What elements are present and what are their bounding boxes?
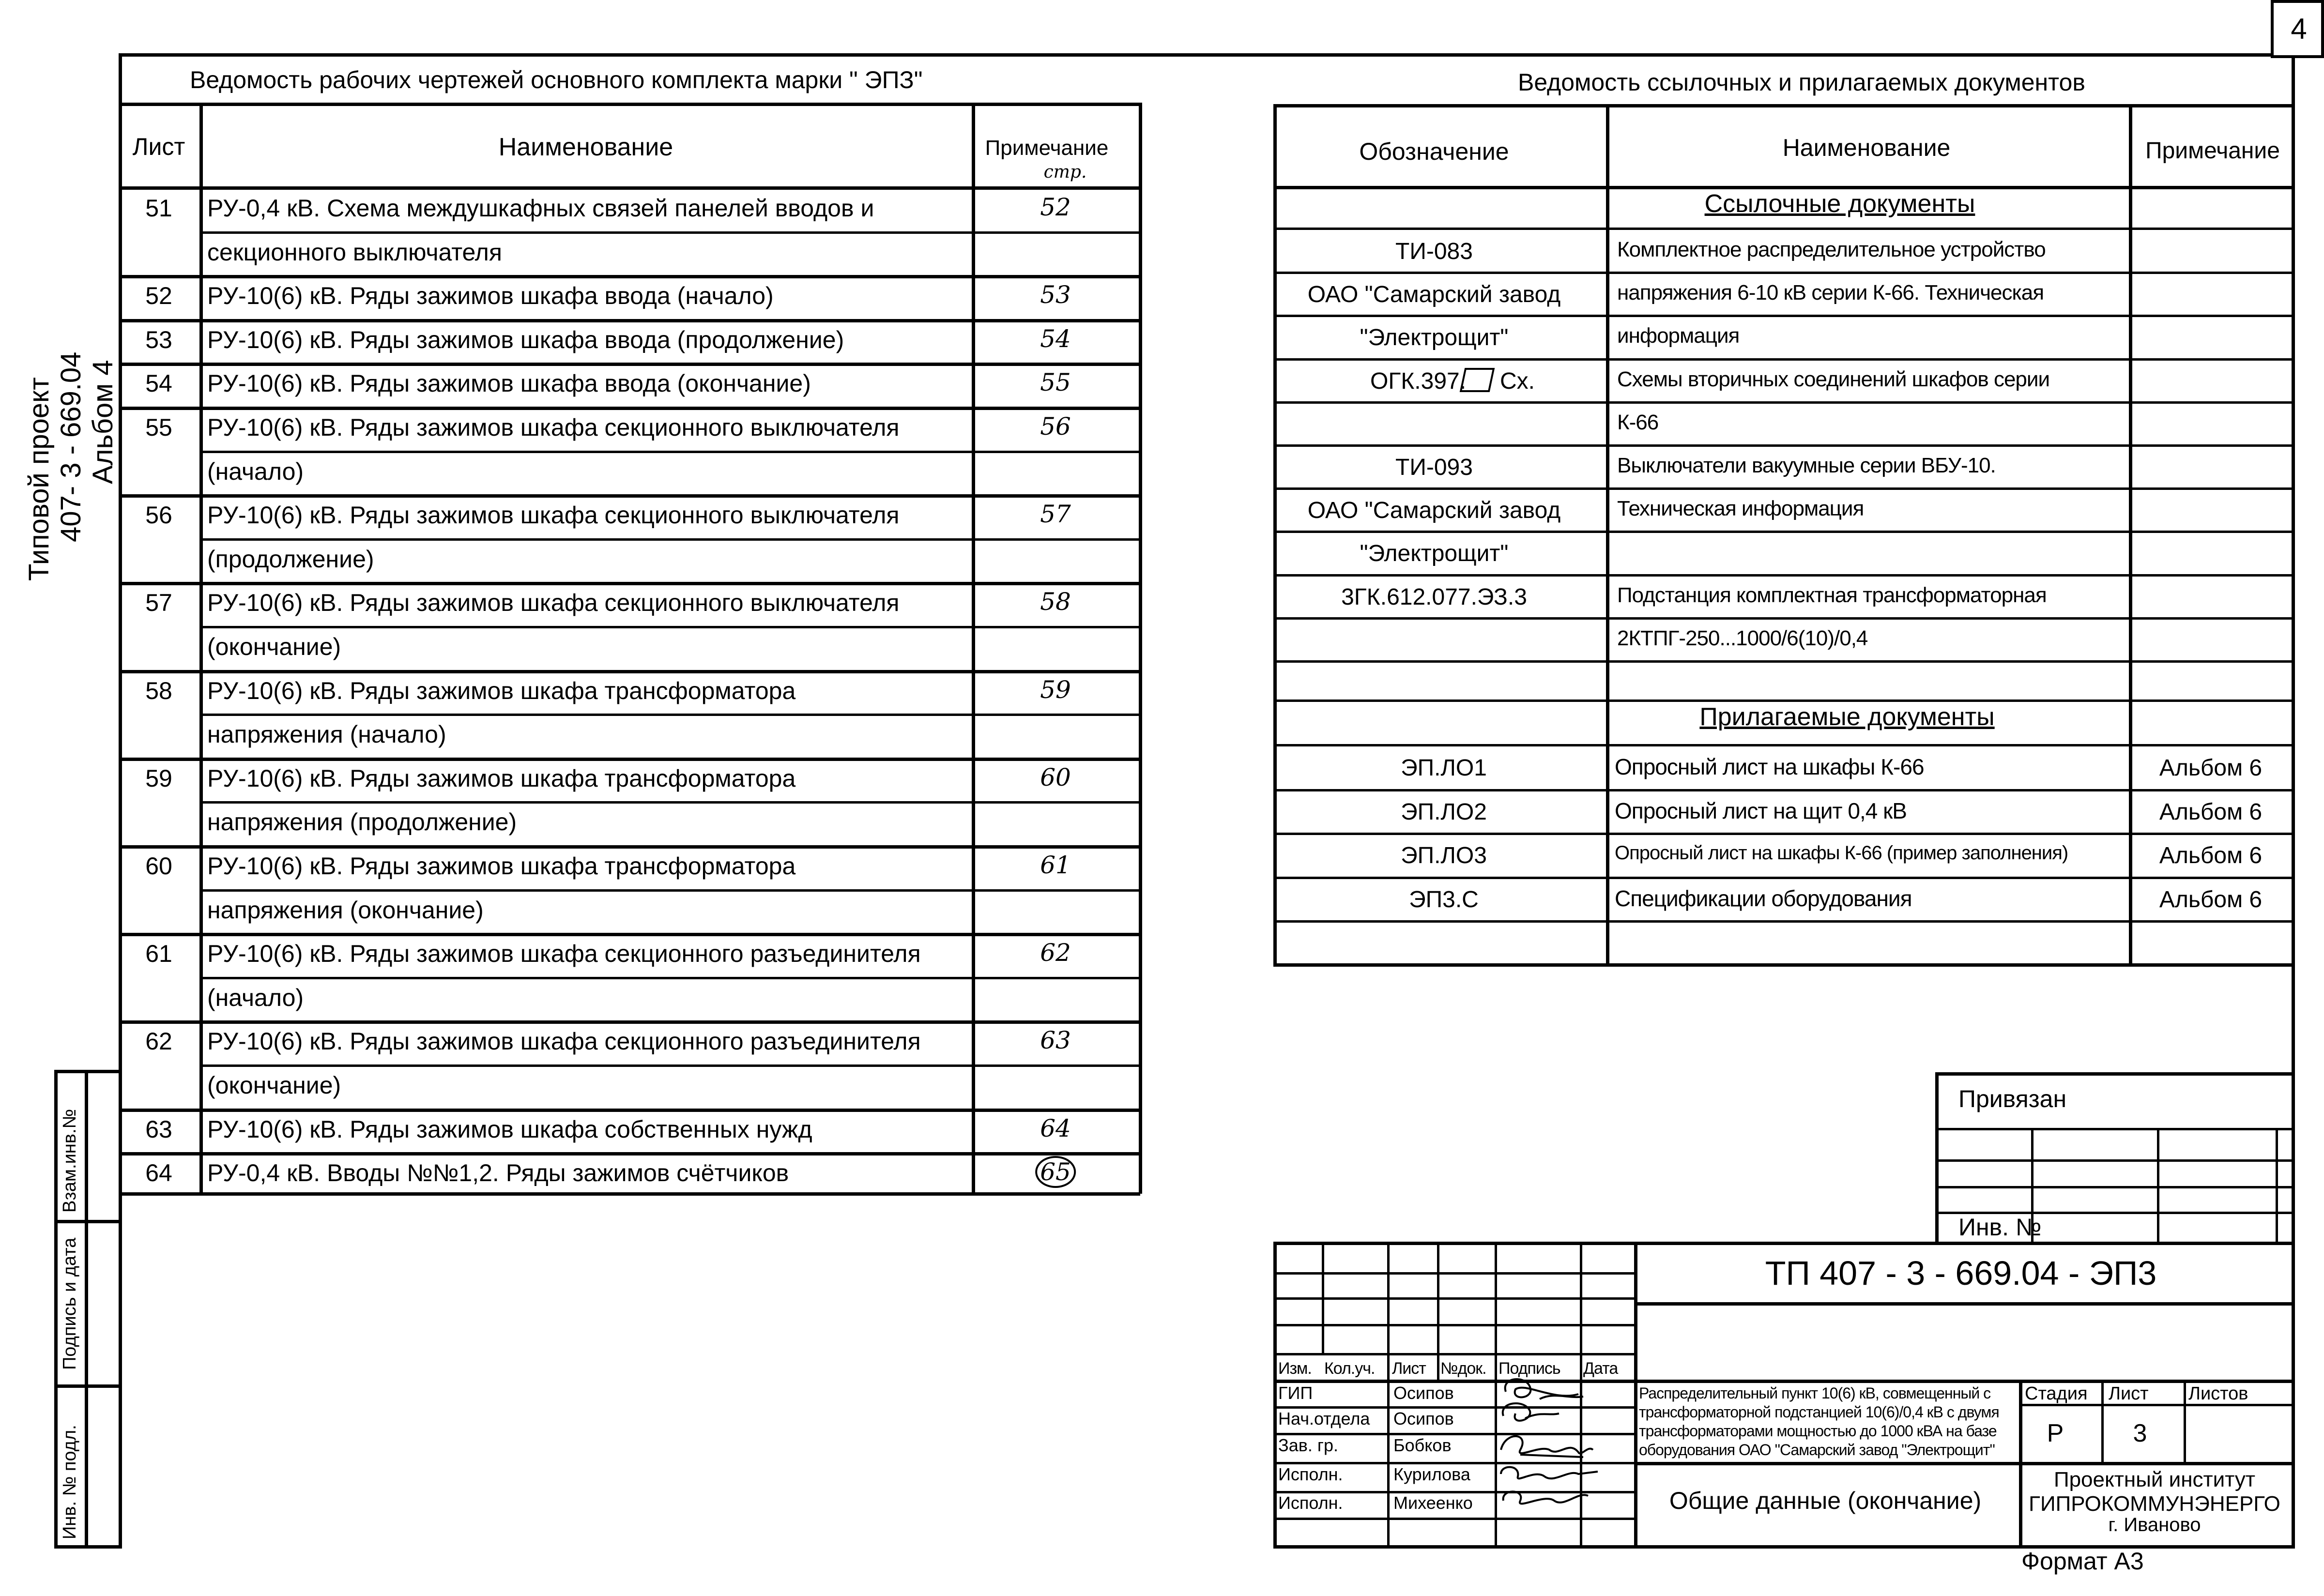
sheets-label: Листов: [2188, 1383, 2248, 1404]
title-block-desc-bottom: [1634, 1462, 2293, 1465]
drawings-row-divider: [119, 494, 1140, 498]
ref-row-designation-blank-box: [1460, 368, 1495, 392]
refs-frame-left: [1273, 104, 1277, 965]
ref-row-divider: [1273, 401, 2295, 404]
refs-header-top: [1273, 104, 2295, 107]
drawings-header-bottom: [119, 186, 1140, 190]
drawings-row-page: 59: [1040, 675, 1071, 704]
drawings-row-divider: [119, 1109, 1140, 1112]
description-line-4: оборудования ОАО "Самарский завод "Электрощит": [1639, 1441, 1995, 1459]
drawings-list-title: Ведомость рабочих чертежей основного комплекта марки " ЭПЗ": [190, 66, 923, 93]
drawings-row-divider: [119, 1020, 1140, 1024]
refs-list-title: Ведомость ссылочных и прилагаемых документов: [1518, 69, 2085, 96]
ref-row-designation-prefix: ОГК.397.: [1370, 368, 1467, 394]
binding-col-2: [2157, 1128, 2159, 1242]
tb-col-header: №док.: [1440, 1359, 1486, 1378]
stamp-label-signature-date: Подпись и дата: [60, 1237, 80, 1370]
att-row-name: Спецификации оборудования: [1615, 885, 1912, 911]
ref-row-designation-suffix: Сх.: [1500, 368, 1535, 394]
att-row-designation: ЭП3.С: [1409, 886, 1479, 912]
org-line-1: Проектный институт: [2053, 1468, 2256, 1491]
drawings-row-sheet: 63: [145, 1115, 172, 1143]
ref-row-name: 2КТПГ-250...1000/6(10)/0,4: [1617, 626, 1868, 650]
drawings-row-divider: [119, 758, 1140, 761]
ref-row-divider: [1273, 574, 2295, 577]
refs-header-designation: Обозначение: [1359, 138, 1509, 165]
tb-person-name: Осипов: [1393, 1383, 1454, 1403]
title-block-code-bottom: [1634, 1302, 2293, 1306]
drawings-row-sheet: 61: [145, 940, 172, 968]
frame-right-line: [2292, 58, 2295, 1547]
stamp-divider-2: [54, 1384, 122, 1388]
title-block-code: ТП 407 - 3 - 669.04 - ЭП3: [1765, 1254, 2157, 1292]
refs-section-att-top: [1273, 699, 2295, 702]
drawings-row-subline: [199, 714, 1140, 716]
drawings-row-name-line: РУ-10(6) кВ. Ряды зажимов шкафа трансформатора: [207, 764, 796, 792]
drawings-row-divider: [119, 363, 1140, 366]
page-number: 4: [2291, 13, 2307, 45]
ref-row-designation: "Электрощит": [1360, 541, 1509, 567]
drawings-row-name-line: напряжения (продолжение): [207, 808, 517, 836]
refs-section-att-title: Прилагаемые документы: [1699, 703, 1995, 731]
binding-line-1: [1935, 1128, 2293, 1130]
description-line-1: Распределительный пункт 10(6) кВ, совмещенный с: [1639, 1384, 1991, 1402]
drawings-row-page: 55: [1040, 368, 1071, 397]
drawings-row-divider: [119, 275, 1140, 278]
drawings-row-page: 62: [1040, 939, 1071, 967]
att-row-divider: [1273, 920, 2295, 923]
project-title-2: 407- 3 - 669.04: [55, 351, 87, 542]
drawings-row-name-line: РУ-10(6) кВ. Ряды зажимов шкафа ввода (начало): [207, 282, 774, 310]
tb-person-name: Бобков: [1393, 1435, 1452, 1455]
drawings-row-divider: [119, 670, 1140, 673]
drawings-row-divider: [119, 319, 1140, 322]
drawings-header-note-sub: стр.: [1043, 162, 1087, 182]
drawings-row-subline: [199, 538, 1140, 541]
refs-section-ref-bottom: [1273, 228, 2295, 230]
tb-col-header: Дата: [1583, 1359, 1618, 1378]
drawings-row-name-line: РУ-0,4 кВ. Схема междушкафных связей панелей вводов и: [207, 195, 874, 222]
title-block-desc-top: [1634, 1380, 2293, 1383]
drawings-row-page: 52: [1040, 193, 1071, 221]
drawings-row-divider: [119, 845, 1140, 849]
drawings-col-divider-2: [972, 103, 975, 1194]
sheet-label: Лист: [2109, 1383, 2149, 1404]
stamp-column-line-1: [54, 1070, 58, 1547]
drawings-row-page: 58: [1040, 588, 1071, 616]
ref-row-designation: ОАО "Самарский завод: [1307, 498, 1561, 524]
drawings-row-page: 54: [1040, 324, 1071, 353]
tb-grid-row-10: [1273, 1518, 1634, 1520]
ref-row-divider: [1273, 444, 2295, 447]
title-block-stage-header-line: [2019, 1404, 2293, 1406]
tb-person-role: Исполн.: [1278, 1464, 1343, 1484]
ref-row-name: Подстанция комплектная трансформаторная: [1617, 583, 2047, 607]
drawings-row-name-line: РУ-10(6) кВ. Ряды зажимов шкафа трансформатора: [207, 677, 796, 704]
att-row-designation: ЭП.ЛО2: [1401, 799, 1487, 825]
refs-header-note: Примечание: [2145, 138, 2280, 164]
drawings-row-page: 53: [1040, 281, 1071, 309]
ref-row-divider: [1273, 487, 2295, 490]
tb-person-role: Исполн.: [1278, 1493, 1343, 1513]
drawings-row-divider: [119, 582, 1140, 585]
drawings-row-sheet: 54: [145, 370, 172, 397]
tb-grid-row-4: [1273, 1353, 1634, 1355]
tb-person-role: Нач.отдела: [1278, 1409, 1370, 1429]
tb-grid-row-2: [1273, 1297, 1634, 1300]
drawings-row-name-line: напряжения (окончание): [207, 896, 484, 924]
ref-row-divider: [1273, 531, 2295, 533]
drawings-row-sheet: 62: [145, 1028, 172, 1055]
ref-row-divider: [1273, 358, 2295, 361]
binding-col-3: [2276, 1128, 2278, 1242]
tb-col-header: Кол.уч.: [1324, 1359, 1375, 1378]
refs-section-ref-title: Ссылочные документы: [1704, 190, 1975, 218]
tb-grid-col-2: [1387, 1242, 1390, 1547]
drawings-row-page: 63: [1040, 1026, 1071, 1055]
stage-label: Стадия: [2025, 1383, 2088, 1404]
drawings-row-subline: [199, 626, 1140, 628]
ref-row-divider: [1273, 315, 2295, 317]
format-label: Формат А3: [2021, 1548, 2144, 1575]
drawings-row-sheet: 57: [145, 589, 172, 617]
tb-person-name: Курилова: [1393, 1464, 1470, 1484]
stage-value: Р: [2047, 1419, 2064, 1447]
binding-inv: Инв. №: [1958, 1214, 2042, 1241]
drawings-row-page: 56: [1040, 412, 1071, 441]
stamp-column-bottom: [54, 1545, 122, 1549]
refs-section-att-bottom: [1273, 744, 2295, 746]
tb-grid-col-3: [1437, 1242, 1439, 1382]
ref-row-name: Комплектное распределительное устройство: [1617, 238, 2046, 261]
frame-top-line: [119, 53, 2271, 57]
drawings-header-sheet: Лист: [132, 133, 185, 160]
drawings-row-page: 64: [1040, 1114, 1071, 1142]
att-row-note: Альбом 6: [2159, 799, 2263, 825]
drawings-header-name: Наименование: [498, 133, 673, 161]
description-line-3: трансформаторами мощностью до 1000 кВА на базе: [1639, 1422, 1997, 1440]
drawings-row-name-line: РУ-10(6) кВ. Ряды зажимов шкафа секционного разъединителя: [207, 1028, 921, 1055]
title-block-left: [1273, 1242, 1277, 1547]
stamp-divider-1: [54, 1220, 122, 1223]
refs-table-bottom: [1273, 963, 2295, 967]
stamp-label-original-inv: Инв. № подл.: [60, 1425, 80, 1539]
drawings-row-sheet: 58: [145, 677, 172, 704]
ref-row-name: информация: [1617, 324, 1740, 348]
drawings-row-subline: [199, 801, 1140, 804]
refs-header-name: Наименование: [1782, 134, 1951, 161]
ref-row-divider: [1273, 272, 2295, 274]
drawings-row-page: 57: [1040, 500, 1071, 529]
drawings-row-name-line: (окончание): [207, 633, 341, 660]
title-block-stage-col-2: [2184, 1380, 2186, 1462]
drawings-row-subline: [199, 451, 1140, 453]
drawings-row-divider: [119, 407, 1140, 410]
drawings-row-name-line: (окончание): [207, 1072, 341, 1099]
org-line-3: г. Иваново: [2108, 1514, 2201, 1535]
binding-line-3: [1935, 1186, 2293, 1188]
att-row-divider: [1273, 789, 2295, 791]
drawings-col-divider-3: [1139, 103, 1142, 1194]
drawings-row-name-line: (начало): [207, 984, 304, 1011]
drawings-row-sheet: 64: [145, 1159, 172, 1187]
tb-person-name: Осипов: [1393, 1409, 1454, 1429]
ref-row-designation: 3ГК.612.077.ЭЗ.3: [1341, 584, 1527, 610]
ref-row-designation: ОАО "Самарский завод: [1307, 282, 1561, 308]
refs-col-divider-2: [2129, 104, 2132, 965]
stamp-column-line-2: [85, 1070, 88, 1547]
drawings-table-bottom: [119, 1192, 1140, 1196]
drawings-row-name-line: секционного выключателя: [207, 238, 502, 266]
att-row-name: Опросный лист на шкафы К-66: [1615, 754, 1924, 779]
drawings-row-subline: [199, 977, 1140, 979]
att-row-divider: [1273, 833, 2295, 835]
refs-header-bottom: [1273, 186, 2295, 189]
tb-grid-row-1: [1273, 1272, 1634, 1275]
drawings-row-name-line: РУ-10(6) кВ. Ряды зажимов шкафа ввода (окончание): [207, 370, 811, 397]
ref-row-divider: [1273, 660, 2295, 663]
stamp-label-replaced-inv: Взам.инв.№: [60, 1109, 80, 1213]
sheet-title: Общие данные (окончание): [1669, 1487, 1982, 1514]
drawings-row-subline: [199, 889, 1140, 892]
drawings-row-name-line: РУ-10(6) кВ. Ряды зажимов шкафа трансформатора: [207, 852, 796, 880]
drawings-row-name-line: РУ-10(6) кВ. Ряды зажимов шкафа собственных нужд: [207, 1115, 812, 1143]
att-row-name: Опросный лист на шкафы К-66 (пример заполнения): [1615, 842, 2068, 864]
drawings-row-name-line: (продолжение): [207, 545, 374, 573]
drawings-row-sheet: 53: [145, 326, 172, 353]
att-row-divider: [1273, 877, 2295, 879]
ref-row-name: напряжения 6-10 кВ серии К-66. Техническая: [1617, 281, 2044, 305]
drawings-row-page: 60: [1040, 763, 1071, 791]
title-block-top: [1273, 1242, 2295, 1245]
org-line-2: ГИПРОКОММУНЭНЕРГО: [2029, 1492, 2280, 1516]
binding-top: [1935, 1072, 2293, 1076]
att-row-note: Альбом 6: [2159, 755, 2263, 781]
drawings-row-name-line: (начало): [207, 457, 304, 485]
tb-person-role: Зав. гр.: [1278, 1435, 1339, 1455]
drawings-row-sheet: 55: [145, 414, 172, 441]
drawings-row-subline: [199, 231, 1140, 234]
drawings-row-sheet: 59: [145, 764, 172, 792]
binding-title: Привязан: [1958, 1085, 2067, 1112]
drawings-row-name-line: РУ-10(6) кВ. Ряды зажимов шкафа ввода (продолжение): [207, 326, 844, 353]
att-row-note: Альбом 6: [2159, 886, 2263, 912]
tb-person-role: ГИП: [1278, 1383, 1313, 1403]
ref-row-designation: "Электрощит": [1360, 325, 1509, 351]
drawings-row-sheet: 52: [145, 282, 172, 310]
tb-col-header: Подпись: [1498, 1359, 1560, 1378]
binding-left: [1935, 1072, 1939, 1242]
drawings-row-name-line: РУ-0,4 кВ. Вводы №№1,2. Ряды зажимов счётчиков: [207, 1159, 789, 1187]
drawings-row-divider: [119, 1152, 1140, 1155]
drawings-row-sheet: 56: [145, 502, 172, 529]
drawings-col-divider-1: [199, 103, 203, 1194]
ref-row-name: Выключатели вакуумные серии ВБУ-10.: [1617, 454, 1996, 477]
signatures-image: [1496, 1372, 1603, 1518]
tb-col-header: Лист: [1392, 1359, 1426, 1378]
project-title-1: Типовой проект: [23, 377, 55, 581]
tb-person-name: Михеенко: [1393, 1493, 1473, 1513]
ref-row-name: Схемы вторичных соединений шкафов серии: [1617, 367, 2050, 391]
ref-row-name: К-66: [1617, 410, 1659, 434]
ref-row-designation: ТИ-083: [1395, 239, 1473, 264]
drawings-row-sheet: 51: [145, 195, 172, 222]
project-title-3: Альбом 4: [87, 360, 119, 484]
drawings-row-name-line: РУ-10(6) кВ. Ряды зажимов шкафа секционного выключателя: [207, 414, 900, 441]
drawings-row-page: 61: [1040, 851, 1071, 879]
sheet-value: 3: [2133, 1419, 2147, 1447]
drawings-row-page: 65: [1035, 1156, 1076, 1188]
stamp-column-top: [54, 1070, 122, 1073]
att-row-designation: ЭП.ЛО1: [1401, 755, 1487, 781]
drawings-row-sheet: 60: [145, 852, 172, 880]
drawings-row-name-line: РУ-10(6) кВ. Ряды зажимов шкафа секционного выключателя: [207, 589, 900, 617]
tb-grid-row-3: [1273, 1324, 1634, 1326]
drawings-row-subline: [199, 1064, 1140, 1067]
drawings-row-name-line: РУ-10(6) кВ. Ряды зажимов шкафа секционного разъединителя: [207, 940, 921, 968]
att-row-name: Опросный лист на щит 0,4 кВ: [1615, 798, 1907, 823]
att-row-note: Альбом 6: [2159, 843, 2263, 868]
ref-row-divider: [1273, 617, 2295, 620]
refs-col-divider-1: [1606, 104, 1609, 965]
binding-line-2: [1935, 1159, 2293, 1162]
description-line-2: трансформаторной подстанцией 10(6)/0,4 кВ с двумя: [1639, 1403, 1999, 1421]
drawings-row-name-line: напряжения (начало): [207, 721, 446, 748]
tb-col-header: Изм.: [1278, 1359, 1312, 1378]
title-block-main-divider: [1634, 1242, 1637, 1547]
drawings-header-note: Примечание: [985, 136, 1109, 160]
att-row-designation: ЭП.ЛО3: [1401, 843, 1487, 868]
ref-row-designation: ТИ-093: [1395, 455, 1473, 480]
ref-row-name: Техническая информация: [1617, 497, 1864, 521]
drawings-row-name-line: РУ-10(6) кВ. Ряды зажимов шкафа секционного выключателя: [207, 502, 900, 529]
drawings-header-top: [119, 103, 1140, 106]
title-block-stage-col-1: [2101, 1380, 2104, 1462]
drawings-row-divider: [119, 933, 1140, 936]
